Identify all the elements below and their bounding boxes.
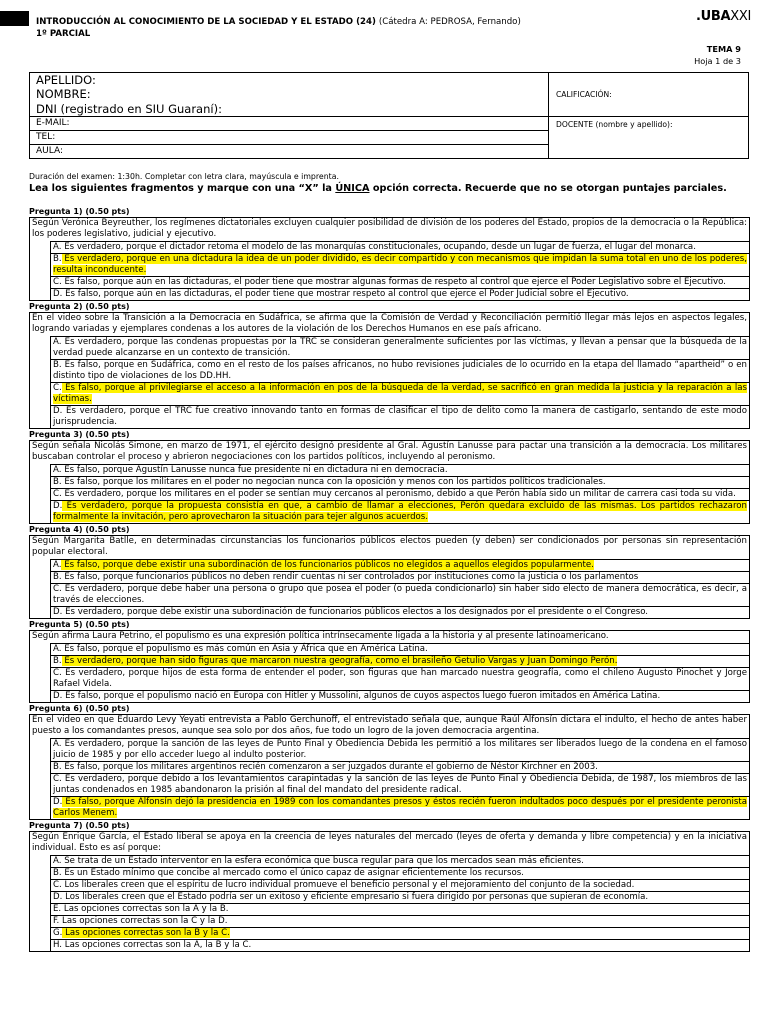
- option-letter: B.: [53, 254, 62, 264]
- option-text: Es verdadero, porque debe existir una subordinación de funcionarios públicos electos a los designados por el presidente o el Congreso.: [62, 607, 649, 617]
- option-letter: B.: [53, 656, 62, 666]
- option-letter: C.: [53, 584, 62, 594]
- option-letter: D.: [53, 501, 63, 511]
- answer-option[interactable]: [51, 939, 749, 951]
- form-row-line: [30, 130, 548, 131]
- option-text-highlighted: Es verdadero, porque han sido figuras que marcaron nuestra geografía, como el brasileño Getulio Vargas y Juan Domingo Perón.: [61, 656, 618, 666]
- option-text: Es falso, porque en Sudáfrica, como en el resto de los países africanos, no hubo revisiones judiciales de lo ocurrido en la etapa del llamado “apartheid” o en distinto tipo de violaciones de los DD.HH.: [53, 360, 747, 381]
- options-list: [50, 336, 749, 428]
- answer-option[interactable]: [51, 773, 749, 796]
- option-letter: D.: [53, 892, 63, 902]
- option-letter: A.: [53, 856, 62, 866]
- option-text-highlighted: Las opciones correctas son la B y la C.: [62, 928, 230, 938]
- option-letter: D.: [53, 607, 63, 617]
- option-letter: C.: [53, 880, 62, 890]
- option-letter: G.: [53, 928, 63, 938]
- answer-option[interactable]: [51, 571, 749, 583]
- option-text: Es verdadero, porque la sanción de las leyes de Punto Final y Obediencia Debida les permitió a los militares ser liberados luego de la condena en el famoso juicio de 1985 y por ello acceder luego al indulto posterior.: [53, 739, 747, 760]
- instructions-after: opción correcta. Recuerde que no se otorgan puntajes parciales.: [369, 183, 727, 194]
- question-stem: En el video en que Eduardo Levy Yeyati entrevista a Pablo Gerchunoff, el entrevistado señala que, aunque Raúl Alfonsín dictara el indulto, el hecho de antes haber puesto a los comandantes presos, aunque sea solo por dos años, fue todo un logro de la joven democracia argentina.: [32, 715, 747, 736]
- option-text: Es verdadero, porque el TRC fue creativo innovando tanto en formas de clasificar el tipo de delito como la manera de castigarlo, sentando de este modo jurisprudencia.: [53, 406, 747, 427]
- option-text: Es verdadero, porque debido a los levantamientos carapintadas y la sanción de las leyes de Punto Final y Obediencia Debida, de 1987, los miembros de las juntas condenados en 1985 abandonaron la prisión al final del mandato del presidente radical.: [53, 774, 747, 795]
- option-letter: H.: [53, 940, 63, 950]
- option-text: Es falso, porque el populismo nació en Europa con Hitler y Mussolini, algunos de cuyos aspectos luego fueron imitados en América Latina.: [62, 691, 661, 701]
- course-name: INTRODUCCIÓN AL CONOCIMIENTO DE LA SOCIEDAD Y EL ESTADO (24): [36, 17, 376, 27]
- exam-type: 1º PARCIAL: [36, 29, 91, 39]
- answer-option[interactable]: [51, 500, 749, 523]
- option-text: Es falso, porque funcionarios públicos no deben rendir cuentas ni ser controlados por instituciones como la justicia o los parlamentos: [61, 572, 639, 582]
- answer-option[interactable]: [51, 796, 749, 819]
- option-letter: B.: [53, 868, 62, 878]
- option-letter: A.: [53, 644, 62, 654]
- answer-option[interactable]: [51, 583, 749, 606]
- options-list: [50, 738, 749, 819]
- logo-suffix: XXI: [730, 9, 752, 24]
- option-text: Es falso, porque aún en las dictaduras, el poder tiene que mostrar algunas formas de respeto al control que ejerce el Poder Legislativo sobre el Ejecutivo.: [61, 277, 726, 287]
- docente-field[interactable]: DOCENTE (nombre y apellido):: [556, 120, 673, 129]
- question-stem: Según señala Nicolás Simone, en marzo de 1971, el ejército designó presidente al Gral. Agustín Lanusse para pactar una transición a la democracia. Los militares buscaban controlar el proceso y abrieron negociaciones con los partidos políticos, incluyendo al peronismo.: [32, 441, 747, 462]
- question-block: [29, 312, 750, 429]
- option-letter: B.: [53, 572, 62, 582]
- option-text: Es falso, porque el populismo es más común en Asia y África que en América Latina.: [61, 644, 428, 654]
- option-letter: C.: [53, 489, 62, 499]
- option-text-highlighted: Es verdadero, porque la propuesta consistía en que, a cambio de llamar a elecciones, Perón quedara excluido de las mismas. Los partidos rechazaron formalmente la invitación, pero aprovecharon la situación para tejer algunos acuerdos.: [53, 501, 747, 522]
- option-text: Las opciones correctas son la A, la B y la C.: [62, 940, 252, 950]
- question-stem: Según afirma Laura Petrino, el populismo es una expresión política intrínsecamente ligada a la historia y al presente latinoamericano.: [32, 631, 609, 641]
- option-letter: D.: [53, 797, 63, 807]
- student-id-form: [29, 72, 749, 159]
- uba-xxi-logo: [696, 9, 751, 24]
- option-text-highlighted: Es verdadero, porque en una dictadura la idea de un poder dividido, es decir compartido y con mecanismos que impidan la suma total en uno de los poderes, resulta inconducente.: [53, 254, 747, 275]
- aula-field[interactable]: AULA:: [36, 146, 63, 156]
- instructions-before: Lea los siguientes fragmentos y marque con una “X” la: [29, 183, 336, 194]
- answer-option[interactable]: [51, 337, 749, 359]
- option-letter: C.: [53, 668, 62, 678]
- options-list: [50, 559, 749, 618]
- option-letter: B.: [53, 360, 62, 370]
- instructions: [29, 183, 727, 194]
- question-stem: Según Enrique García, el Estado liberal se apoya en la creencia de leyes naturales del mercado (leyes de oferta y demanda y libre competencia) y en la iniciativa individual. Esto es así porque:: [32, 832, 747, 853]
- option-text: Las opciones correctas son la A y la B.: [61, 904, 229, 914]
- question-label: Pregunta 2) (0.50 pts): [29, 302, 130, 311]
- option-text: Es verdadero, porque las condenas propuestas por la TRC se consideran generalmente suficientes por las víctimas, y llevan a pensar que la búsqueda de la verdad puede alcanzarse en un contexto de transición.: [53, 337, 747, 358]
- option-text: Las opciones correctas son la C y la D.: [59, 916, 228, 926]
- answer-option[interactable]: [51, 253, 749, 276]
- option-text: Es verdadero, porque debe haber una persona o grupo que posea el poder (o pueda condicionarlo) sin haber sido electo de manera democrática, es decir, a través de elecciones.: [53, 584, 747, 605]
- option-letter: B.: [53, 762, 62, 772]
- option-text: Se trata de un Estado interventor en la esfera económica que busca regular para que los mercados sean más eficientes.: [61, 856, 584, 866]
- header-black-bar: [0, 11, 29, 26]
- answer-option[interactable]: [51, 903, 749, 915]
- option-letter: A.: [53, 560, 62, 570]
- answer-option[interactable]: [51, 655, 749, 667]
- options-list: [50, 643, 749, 702]
- options-list: [50, 241, 749, 300]
- option-letter: A.: [53, 337, 62, 347]
- calificacion-field[interactable]: CALIFICACIÓN:: [556, 90, 612, 99]
- tema-label: TEMA 9: [706, 44, 741, 54]
- answer-option[interactable]: [51, 276, 749, 288]
- option-text: Es verdadero, porque los militares en el poder se sentían muy cercanos al peronismo, debido a que Perón había sido un militar de carrera casi toda su vida.: [61, 489, 736, 499]
- question-label: Pregunta 7) (0.50 pts): [29, 821, 130, 830]
- answer-option[interactable]: [51, 667, 749, 690]
- answer-option[interactable]: [51, 856, 749, 867]
- option-letter: C.: [53, 383, 62, 393]
- answer-option[interactable]: [51, 891, 749, 903]
- apellido-field[interactable]: APELLIDO:: [36, 73, 96, 87]
- answer-option[interactable]: [51, 242, 749, 253]
- answer-option[interactable]: [51, 488, 749, 500]
- answer-option[interactable]: [51, 927, 749, 939]
- option-text: Es falso, porque los militares en el poder no negocian nunca con la oposición y menos con los partidos políticos tradicionales.: [61, 477, 606, 487]
- option-letter: E.: [53, 904, 62, 914]
- question-block: [29, 714, 750, 820]
- answer-option[interactable]: [51, 879, 749, 891]
- page-number: Hoja 1 de 3: [694, 56, 741, 66]
- option-letter: A.: [53, 242, 62, 252]
- answer-option[interactable]: [51, 739, 749, 761]
- answer-option[interactable]: [51, 560, 749, 571]
- option-letter: B.: [53, 477, 62, 487]
- answer-option[interactable]: [51, 606, 749, 618]
- email-field[interactable]: E-MAIL:: [36, 118, 70, 128]
- form-row-line: [30, 144, 548, 145]
- answer-option[interactable]: [51, 915, 749, 927]
- option-text: Es un Estado mínimo que concibe al mercado como el único capaz de asignar eficientemente los recursos.: [61, 868, 524, 878]
- options-list: [50, 464, 749, 523]
- exam-duration: Duración del examen: 1:30h. Completar con letra clara, mayúscula e imprenta.: [29, 172, 339, 181]
- option-text: Es falso, porque aún en las dictaduras, el poder tiene que mostrar respeto al control que ejerce el Poder Judicial sobre el Ejecutivo.: [62, 289, 629, 299]
- option-letter: A.: [53, 465, 62, 475]
- questions-list: [29, 206, 750, 952]
- option-text: Los liberales creen que el Estado podría ser un exitoso y eficiente empresario si fuera dirigido por personas que supieran de economía.: [62, 892, 649, 902]
- catedra: (Cátedra A: PEDROSA, Fernando): [378, 17, 521, 27]
- answer-option[interactable]: [51, 405, 749, 428]
- option-letter: F.: [53, 916, 60, 926]
- answer-option[interactable]: [51, 867, 749, 879]
- question-stem: Según Verónica Beyreuther, los regímenes dictatoriales excluyen cualquier posibilidad de división de los poderes del Estado, propios de la democracia o la República: los poderes legislativo, judicial y ejecutivo.: [32, 218, 747, 239]
- option-letter: D.: [53, 289, 63, 299]
- course-title: [36, 17, 521, 27]
- option-letter: D.: [53, 406, 63, 416]
- question-stem: En el video sobre la Transición a la Democracia en Sudáfrica, se afirma que la Comisión de Verdad y Reconciliación permitió llegar más lejos en aspectos legales, logrando variadas y ejemplares condenas a los autores de la violación de los Derechos Humanos en ese país africano.: [32, 313, 747, 334]
- answer-option[interactable]: [51, 359, 749, 382]
- question-block: [29, 535, 750, 619]
- nombre-field[interactable]: NOMBRE:: [36, 87, 91, 101]
- dni-field[interactable]: DNI (registrado en SIU Guaraní):: [36, 102, 222, 116]
- question-block: [29, 217, 750, 301]
- answer-option[interactable]: [51, 761, 749, 773]
- question-block: [29, 831, 750, 952]
- form-right-divider: [548, 116, 748, 117]
- option-letter: C.: [53, 774, 62, 784]
- answer-option[interactable]: [51, 476, 749, 488]
- question-label: Pregunta 3) (0.50 pts): [29, 430, 130, 439]
- option-letter: D.: [53, 691, 63, 701]
- option-text-highlighted: Es falso, porque Alfonsín dejó la presidencia en 1989 con los comandantes presos y éstos recién fueron indultados poco después por el presidente peronista Carlos Menem.: [53, 797, 747, 818]
- answer-option[interactable]: [51, 690, 749, 702]
- option-text: Es verdadero, porque el dictador retoma el modelo de las monarquías constitucionales, ocupando, desde un lugar de fuerza, el lugar del monarca.: [61, 242, 696, 252]
- answer-option[interactable]: [51, 465, 749, 476]
- option-text: Es verdadero, porque hijos de esta forma de entender el poder, son figuras que han marcado nuestra geografía, como el chileno Augusto Pinochet y Jorge Rafael Videla.: [53, 668, 747, 689]
- question-block: [29, 630, 750, 703]
- question-stem: Según Margarita Batlle, en determinadas circunstancias los funcionarios públicos electos pueden (y deben) ser condicionados por personas sin representación popular electoral.: [32, 536, 747, 557]
- question-label: Pregunta 1) (0.50 pts): [29, 207, 130, 216]
- option-text-highlighted: Es falso, porque al privilegiarse el acceso a la información en pos de la búsqueda de la verdad, se sacrificó en gran medida la justicia y la reparación a las víctimas.: [53, 383, 747, 404]
- tel-field[interactable]: TEL:: [36, 132, 56, 142]
- options-list: [50, 855, 749, 951]
- option-text: Es falso, porque Agustín Lanusse nunca fue presidente ni en dictadura ni en democracia.: [61, 465, 448, 475]
- question-label: Pregunta 5) (0.50 pts): [29, 620, 130, 629]
- instructions-unica: ÚNICA: [335, 183, 370, 194]
- form-row-line: [30, 116, 548, 117]
- option-text: Es falso, porque los militares argentinos recién comenzaron a ser juzgados durante el gobierno de Néstor Kirchner en 2003.: [61, 762, 598, 772]
- answer-option[interactable]: [51, 288, 749, 300]
- option-text-highlighted: Es falso, porque debe existir una subordinación de los funcionarios públicos no elegidos a aquellos elegidos popularmente.: [61, 560, 594, 570]
- logo-main: .UBA: [696, 9, 731, 24]
- answer-option[interactable]: [51, 382, 749, 405]
- question-label: Pregunta 4) (0.50 pts): [29, 525, 130, 534]
- option-text: Los liberales creen que el espíritu de lucro individual promueve el beneficio personal y el mejoramiento del conjunto de la sociedad.: [61, 880, 635, 890]
- question-block: [29, 440, 750, 524]
- option-letter: A.: [53, 739, 62, 749]
- option-letter: C.: [53, 277, 62, 287]
- question-label: Pregunta 6) (0.50 pts): [29, 704, 130, 713]
- answer-option[interactable]: [51, 644, 749, 655]
